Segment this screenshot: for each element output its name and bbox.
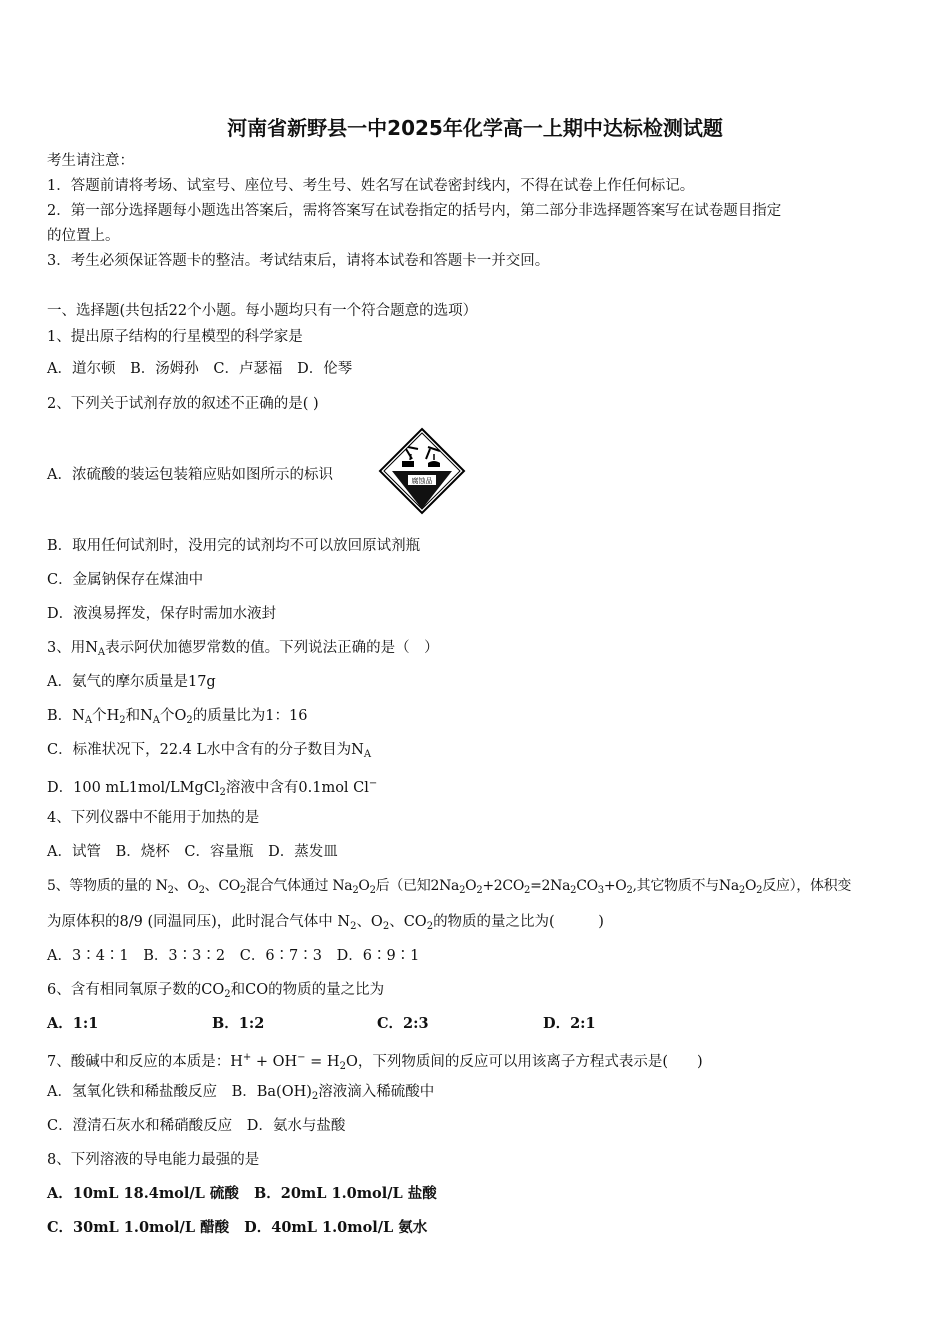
question-4-options xyxy=(47,842,338,862)
option-d: D．氨水与盐酸 xyxy=(246,1118,346,1134)
notice-heading: 考生请注意： xyxy=(47,153,134,169)
option-b: B．$N_A$个$H_2$和$N_A$个$O_2$的质量比为1：16 xyxy=(47,708,308,726)
option-d: D．6∶9∶1 xyxy=(336,948,420,964)
option-c: C．标准状况下，22.4 L水中含有的分子数目为$N_A$ xyxy=(47,742,372,760)
corrosive-hazard-label-icon xyxy=(378,427,466,515)
option-a: A．氨气的摩尔质量是17g xyxy=(47,674,216,690)
option-c: C．容量瓶 xyxy=(184,844,254,860)
notice-item: 2．第一部分选择题每小题选出答案后，需将答案写在试卷指定的括号内，第二部分非选择题答案写在试卷题目指定 xyxy=(47,203,782,219)
hazard-label-text: 腐蚀品 xyxy=(411,477,433,485)
option-c: C．澄清石灰水和稀硝酸反应 xyxy=(47,1118,233,1134)
question-4-stem: 4、下列仪器中不能用于加热的是 xyxy=(47,810,260,826)
notice-item: 的位置上。 xyxy=(47,228,120,244)
question-1-stem: 1、提出原子结构的行星模型的科学家是 xyxy=(47,329,303,345)
option-b: B．1:2 xyxy=(212,1015,265,1032)
question-7-stem: 7、酸碱中和反应的本质是：$H^+ + OH^- = H_2O$，下列物质间的反应可以用该离子方程式表示是( ) xyxy=(47,1052,703,1072)
option-a: A．10mL 18.4mol/L 硫酸 xyxy=(47,1185,239,1202)
question-3-stem: 3、用$N_A$表示阿伏加德罗常数的值。下列说法正确的是（ ） xyxy=(47,640,439,658)
option-d: D．液溴易挥发，保存时需加水液封 xyxy=(47,606,277,622)
option-b: B．汤姆孙 xyxy=(130,361,199,377)
option-a: A．1:1 xyxy=(47,1015,99,1032)
question-5-options xyxy=(47,946,419,966)
question-8-stem: 8、下列溶液的导电能力最强的是 xyxy=(47,1152,260,1168)
option-c: C．2:3 xyxy=(377,1015,429,1032)
option-d: D．40mL 1.0mol/L 氨水 xyxy=(244,1219,428,1236)
question-2-stem: 2、下列关于试剂存放的叙述不正确的是( ) xyxy=(47,396,319,412)
question-7-options-cd xyxy=(47,1116,345,1136)
option-a: A．试管 xyxy=(47,844,101,860)
question-5-stem: 5、等物质的量的 $N_2$、$O_2$、$CO_2$混合气体通过 $Na_2O_2$后（已知$2Na_2O_2+2CO_2=2Na_2CO_3+O_2$,其它物质不与$Na_2O_2$反应），体积变 xyxy=(47,878,852,896)
option-b: B．取用任何试剂时，没用完的试剂均不可以放回原试剂瓶 xyxy=(47,538,421,554)
option-b: B．20mL 1.0mol/L 盐酸 xyxy=(253,1185,437,1202)
option-a: A．道尔顿 xyxy=(47,361,116,377)
notice-item: 1．答题前请将考场、试室号、座位号、考生号、姓名写在试卷密封线内，不得在试卷上作任何标记。 xyxy=(47,178,695,194)
question-1-options xyxy=(47,359,352,379)
option-c: C．卢瑟福 xyxy=(213,361,283,377)
option-d: D．伦琴 xyxy=(297,361,353,377)
option-c: C．6∶7∶3 xyxy=(239,948,322,964)
question-6-stem: 6、含有相同氧原子数的$CO_2$和CO的物质的量之比为 xyxy=(47,982,385,1000)
option-b: B．$Ba(OH)_2$溶液滴入稀硫酸中 xyxy=(231,1084,435,1102)
question-7-options-ab xyxy=(47,1082,434,1107)
question-8-options-cd xyxy=(47,1218,427,1238)
option-d: D．蒸发皿 xyxy=(268,844,338,860)
option-c: C．金属钠保存在煤油中 xyxy=(47,572,204,588)
option-a: A．3∶4∶1 xyxy=(47,948,129,964)
question-8-options-ab xyxy=(47,1184,437,1204)
notice-item: 3．考生必须保证答题卡的整洁。考试结束后，请将本试卷和答题卡一并交回。 xyxy=(47,253,550,269)
option-d: D．100 mL1mol/LMgCl$_2$溶液中含有0.1mol Cl− xyxy=(47,778,378,798)
option-b: B．3∶3∶2 xyxy=(143,948,226,964)
section-heading: 一、选择题(共包括22个小题。每小题均只有一个符合题意的选项） xyxy=(47,303,478,319)
option-c: C．30mL 1.0mol/L 醋酸 xyxy=(47,1219,230,1236)
option-a: A．浓硫酸的装运包装箱应贴如图所示的标识 xyxy=(47,467,333,483)
option-b: B．烧杯 xyxy=(115,844,170,860)
page-title: 河南省新野县一中2025年化学高一上期中达标检测试题 xyxy=(227,116,723,140)
option-a: A．氢氧化铁和稀盐酸反应 xyxy=(47,1084,217,1100)
option-d: D．2:1 xyxy=(543,1015,596,1032)
question-5-stem-cont: 为原体积的8/9 (同温同压)，此时混合气体中 $N_2$、$O_2$、$CO_2$的物质的量之比为( ) xyxy=(47,914,604,932)
